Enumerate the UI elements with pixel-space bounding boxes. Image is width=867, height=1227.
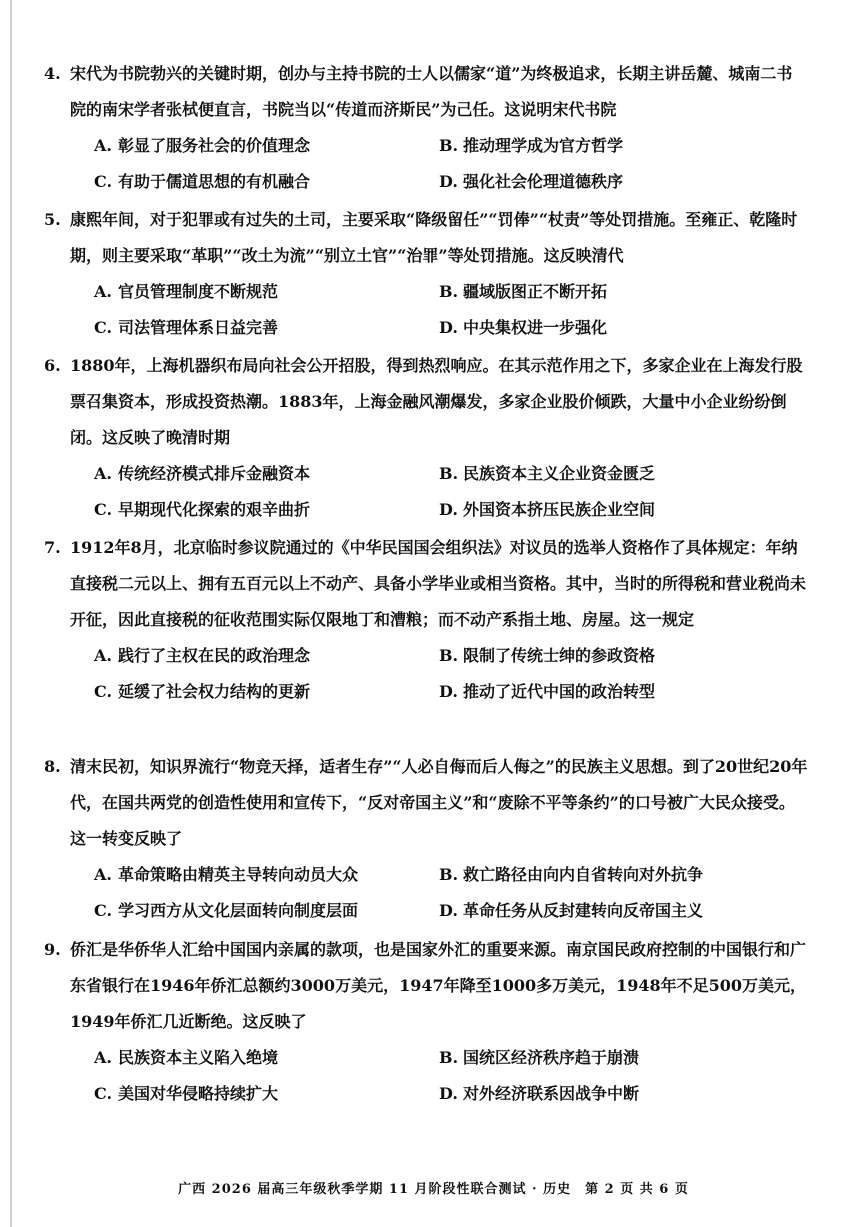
question-text: 清末民初，知识界流行“物竞天择，适者生存”“人必自侮而后人侮之”的民族主义思想。到了20世纪20年代，在国共两党的创造性使用和宣传下，“反对帝国主义”和“废除不平等条约”的口号被广大民众接受。这一转变反映了: [70, 757, 808, 848]
options: [70, 638, 808, 710]
option-c[interactable]: [70, 492, 439, 528]
option-letter: A.: [94, 136, 112, 155]
option-c[interactable]: [70, 164, 439, 200]
option-a[interactable]: [70, 638, 439, 674]
option-letter: B.: [439, 282, 459, 301]
page-footer: 广西 2026 届高三年级秋季学期 11 月阶段性联合测试 · 历史 第 2 页 共 6 页: [178, 1182, 689, 1197]
option-letter: A.: [94, 282, 112, 301]
option-b[interactable]: [439, 274, 808, 310]
option-letter: C.: [94, 901, 113, 920]
options: [70, 456, 808, 528]
option-text: 强化社会伦理道德秩序: [463, 172, 624, 191]
option-letter: D.: [439, 172, 458, 191]
option-letter: C.: [94, 1084, 113, 1103]
option-letter: D.: [439, 901, 458, 920]
option-d[interactable]: [439, 1076, 808, 1112]
option-b[interactable]: [439, 128, 808, 164]
option-text: 推动理学成为官方哲学: [463, 136, 624, 155]
option-letter: B.: [439, 646, 459, 665]
option-letter: A.: [94, 464, 112, 483]
option-letter: D.: [439, 682, 458, 701]
option-text: 延缓了社会权力结构的更新: [118, 682, 311, 701]
question-number: 4.: [44, 64, 61, 83]
options: [70, 857, 808, 929]
option-letter: A.: [94, 865, 112, 884]
option-letter: D.: [439, 318, 458, 337]
option-letter: C.: [94, 318, 113, 337]
option-letter: C.: [94, 172, 113, 191]
option-letter: C.: [94, 682, 113, 701]
option-d[interactable]: [439, 492, 808, 528]
option-b[interactable]: [439, 857, 808, 893]
question-text: 康熙年间，对于犯罪或有过失的土司，主要采取“降级留任”“罚俸”“杖责”等处罚措施。至雍正、乾隆时期，则主要采取“革职”“改土为流”“别立土官”“治罪”等处罚措施。这反映清代: [70, 210, 798, 265]
option-letter: B.: [439, 865, 459, 884]
question-number: 9.: [44, 940, 61, 959]
question-number: 6.: [44, 356, 61, 375]
option-letter: B.: [439, 136, 459, 155]
option-text: 推动了近代中国的政治转型: [463, 682, 656, 701]
option-text: 传统经济模式排斥金融资本: [118, 464, 311, 483]
option-text: 救亡路径由向内自省转向对外抗争: [463, 865, 704, 884]
option-text: 彰显了服务社会的价值理念: [118, 136, 311, 155]
question-stem: [44, 932, 808, 1040]
option-c[interactable]: [70, 310, 439, 346]
question-number: 5.: [44, 210, 61, 229]
option-d[interactable]: [439, 893, 808, 929]
option-letter: C.: [94, 500, 113, 519]
option-text: 中央集权进一步强化: [463, 318, 608, 337]
option-text: 国统区经济秩序趋于崩溃: [463, 1048, 640, 1067]
option-text: 践行了主权在民的政治理念: [118, 646, 311, 665]
option-b[interactable]: [439, 1040, 808, 1076]
option-c[interactable]: [70, 893, 439, 929]
option-letter: D.: [439, 1084, 458, 1103]
question-5: [44, 202, 808, 346]
option-text: 司法管理体系日益完善: [118, 318, 279, 337]
question-9: [44, 932, 808, 1112]
option-a[interactable]: [70, 456, 439, 492]
option-text: 学习西方从文化层面转向制度层面: [118, 901, 359, 920]
option-a[interactable]: [70, 128, 439, 164]
page-edge-line: [10, 0, 12, 1227]
option-text: 早期现代化探索的艰辛曲折: [118, 500, 311, 519]
options: [70, 1040, 808, 1112]
option-text: 有助于儒道思想的有机融合: [118, 172, 311, 191]
question-8: [44, 749, 808, 929]
options: [70, 128, 808, 200]
option-letter: A.: [94, 1048, 112, 1067]
option-d[interactable]: [439, 674, 808, 710]
question-stem: [44, 530, 808, 638]
question-6: [44, 348, 808, 528]
option-d[interactable]: [439, 310, 808, 346]
option-c[interactable]: [70, 1076, 439, 1112]
option-text: 革命任务从反封建转向反帝国主义: [463, 901, 704, 920]
question-stem: [44, 56, 808, 128]
question-text: 1880年，上海机器织布局向社会公开招股，得到热烈响应。在其示范作用之下，多家企业在上海发行股票召集资本，形成投资热潮。1883年，上海金融风潮爆发，多家企业股价倾跌，大量中小企业纷纷倒闭。这反映了晚清时期: [70, 356, 803, 447]
option-a[interactable]: [70, 857, 439, 893]
question-stem: [44, 202, 808, 274]
option-text: 对外经济联系因战争中断: [463, 1084, 640, 1103]
option-b[interactable]: [439, 456, 808, 492]
question-text: 1912年8月，北京临时参议院通过的《中华民国国会组织法》对议员的选举人资格作了具体规定：年纳直接税二元以上、拥有五百元以上不动产、具备小学毕业或相当资格。其中，当时的所得税和营业税尚未开征，因此直接税的征收范围实际仅限地丁和漕粮；而不动产系指土地、房屋。这一规定: [70, 538, 807, 629]
question-number: 7.: [44, 538, 61, 557]
question-number: 8.: [44, 757, 61, 776]
option-a[interactable]: [70, 1040, 439, 1076]
question-stem: [44, 749, 808, 857]
question-text: 侨汇是华侨华人汇给中国国内亲属的款项，也是国家外汇的重要来源。南京国民政府控制的中国银行和广东省银行在1946年侨汇总额约3000万美元，1947年降至1000多万美元，1948年不足500万美元，1949年侨汇几近断绝。这反映了: [70, 940, 807, 1031]
option-text: 民族资本主义陷入绝境: [118, 1048, 279, 1067]
option-a[interactable]: [70, 274, 439, 310]
option-text: 限制了传统士绅的参政资格: [463, 646, 656, 665]
option-text: 民族资本主义企业资金匮乏: [463, 464, 656, 483]
option-letter: A.: [94, 646, 112, 665]
option-c[interactable]: [70, 674, 439, 710]
option-text: 美国对华侵略持续扩大: [118, 1084, 279, 1103]
option-letter: B.: [439, 464, 459, 483]
question-7: [44, 530, 808, 710]
option-text: 革命策略由精英主导转向动员大众: [118, 865, 359, 884]
option-b[interactable]: [439, 638, 808, 674]
question-4: [44, 56, 808, 200]
option-letter: D.: [439, 500, 458, 519]
option-text: 外国资本挤压民族企业空间: [463, 500, 656, 519]
option-letter: B.: [439, 1048, 459, 1067]
option-text: 疆域版图正不断开拓: [463, 282, 608, 301]
question-stem: [44, 348, 808, 456]
options: [70, 274, 808, 346]
option-d[interactable]: [439, 164, 808, 200]
option-text: 官员管理制度不断规范: [118, 282, 279, 301]
question-text: 宋代为书院勃兴的关键时期，创办与主持书院的士人以儒家“道”为终极追求，长期主讲岳麓、城南二书院的南宋学者张栻便直言，书院当以“传道而济斯民”为己任。这说明宋代书院: [70, 64, 793, 119]
